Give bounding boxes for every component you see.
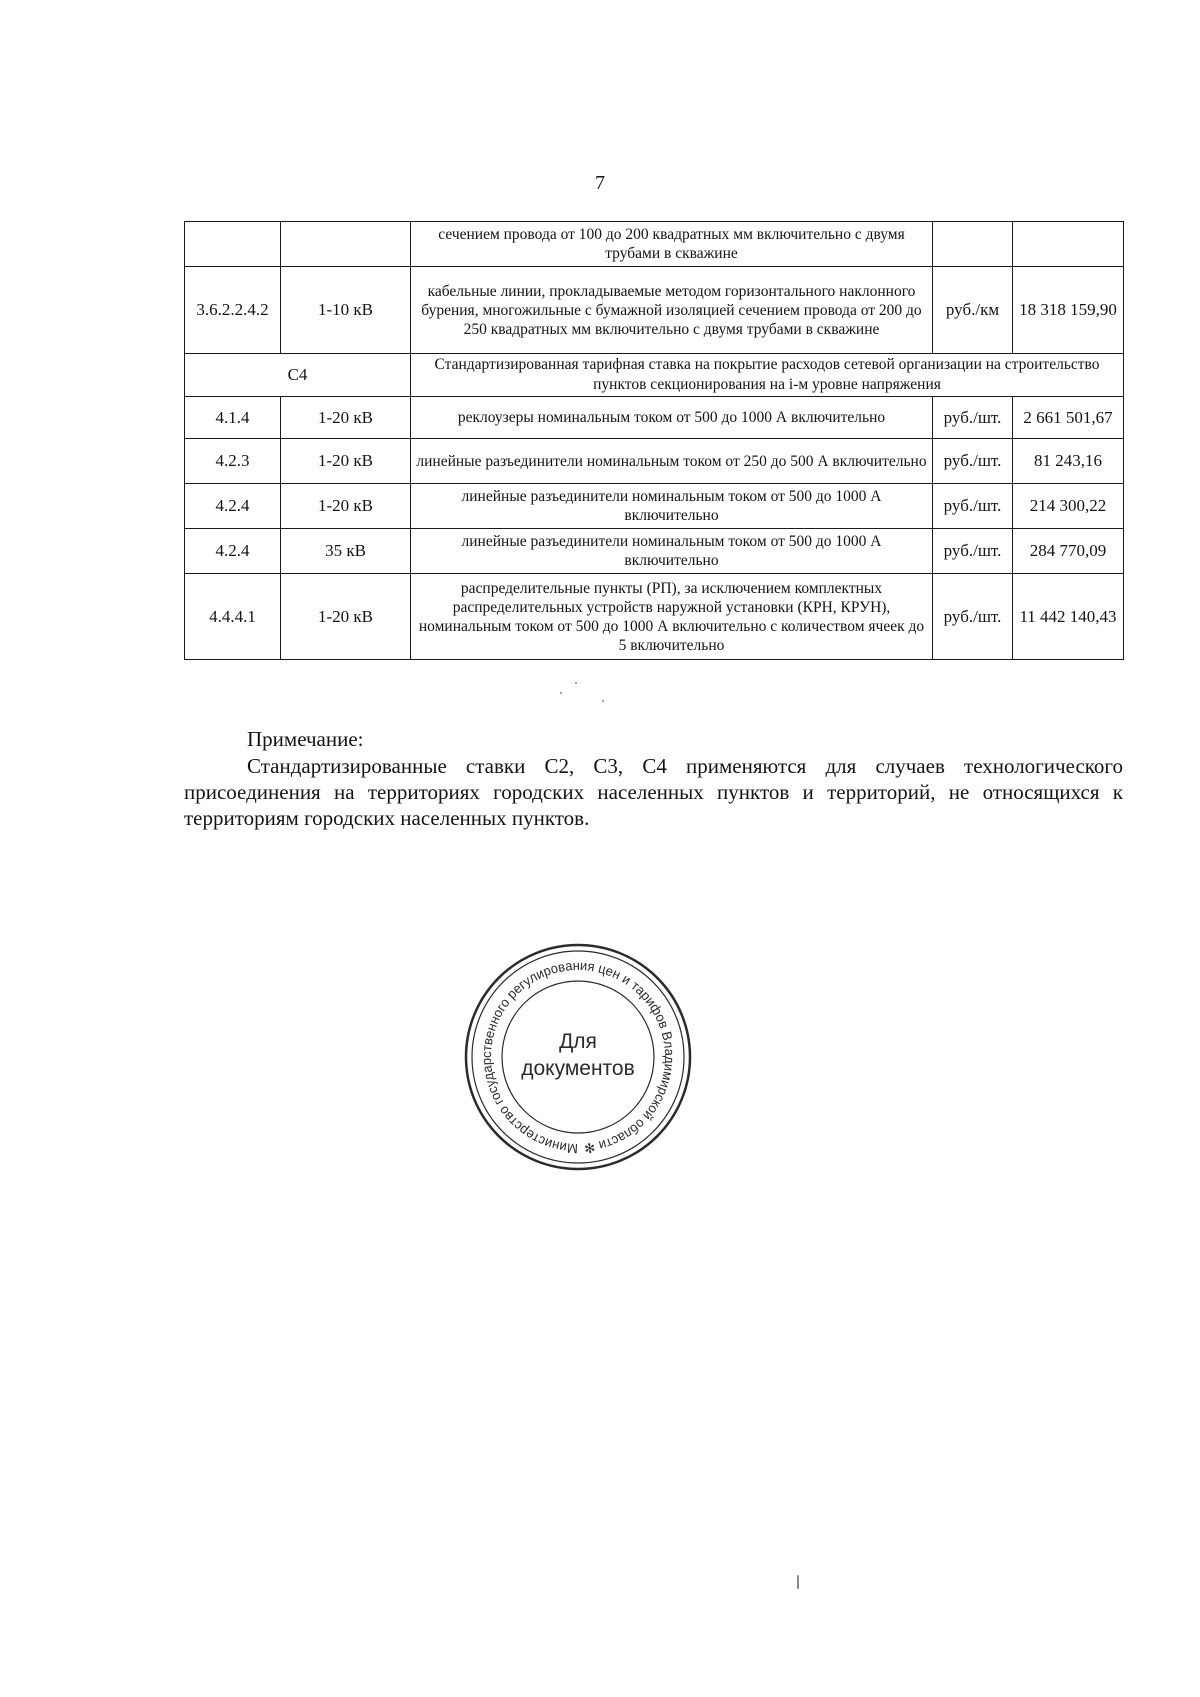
row-voltage: 1-10 кВ [281, 267, 411, 354]
section-header-row [185, 354, 1124, 397]
ministry-stamp [461, 940, 695, 1174]
row-description: реклоузеры номинальным током от 500 до 1000 А включительно [411, 397, 933, 439]
row-description: кабельные линии, прокладываемые методом горизонтального наклонного бурения, многожильные с бумажной изоляцией сечением провода от 200 до 250 квадратных мм включительно с двумя трубами в скважине [411, 267, 933, 354]
row-description: распределительные пункты (РП), за исключением комплектных распределительных устройств наружной установки (КРН, КРУН), номинальным током от 500 до 1000 А включительно с количеством ячеек до 5 включительно [411, 574, 933, 660]
row-code: 4.2.3 [185, 439, 281, 484]
scan-speck [560, 692, 562, 694]
scan-speck [575, 682, 577, 684]
page-number: 7 [595, 172, 605, 194]
table-row [185, 574, 1124, 660]
stamp-ring-text: Министерство государственного регулирования цен и тарифов Владимирской области ✻ [478, 957, 678, 1157]
row-price: 18 318 159,90 [1013, 267, 1124, 354]
row-code: 4.1.4 [185, 397, 281, 439]
row-description: линейные разъединители номинальным током от 500 до 1000 А включительно [411, 484, 933, 529]
row-unit: руб./шт. [933, 484, 1013, 529]
row-code: 4.2.4 [185, 529, 281, 574]
row-price: 11 442 140,43 [1013, 574, 1124, 660]
scan-speck [797, 1575, 799, 1589]
tariff-table [184, 221, 1124, 660]
table-row [185, 484, 1124, 529]
table-row [185, 222, 1124, 267]
row-unit: руб./шт. [933, 529, 1013, 574]
row-description: линейные разъединители номинальным током от 250 до 500 А включительно [411, 439, 933, 484]
row-price: 284 770,09 [1013, 529, 1124, 574]
note-body: Стандартизированные ставки С2, С3, С4 применяются для случаев технологического присоединения на территориях городских населенных пунктов и территорий, не относящихся к территориям городских населенных пунктов. [184, 754, 1123, 830]
row-code: 4.4.4.1 [185, 574, 281, 660]
table-row [185, 267, 1124, 354]
row-price [1013, 222, 1124, 267]
row-unit: руб./шт. [933, 574, 1013, 660]
row-voltage: 1-20 кВ [281, 397, 411, 439]
row-price: 214 300,22 [1013, 484, 1124, 529]
row-description: линейные разъединители номинальным током от 500 до 1000 А включительно [411, 529, 933, 574]
row-voltage: 1-20 кВ [281, 439, 411, 484]
row-unit: руб./км [933, 267, 1013, 354]
row-code [185, 222, 281, 267]
stamp-center-line-2: документов [521, 1057, 635, 1080]
stamp-center-line-1: Для [559, 1030, 597, 1053]
table-row [185, 439, 1124, 484]
row-unit: руб./шт. [933, 397, 1013, 439]
row-voltage: 35 кВ [281, 529, 411, 574]
table-row [185, 397, 1124, 439]
row-description: сечением провода от 100 до 200 квадратных мм включительно с двумя трубами в скважине [411, 222, 933, 267]
row-unit [933, 222, 1013, 267]
row-voltage [281, 222, 411, 267]
row-code: 4.2.4 [185, 484, 281, 529]
row-unit: руб./шт. [933, 439, 1013, 484]
row-code: 3.6.2.2.4.2 [185, 267, 281, 354]
row-price: 81 243,16 [1013, 439, 1124, 484]
section-title: Стандартизированная тарифная ставка на покрытие расходов сетевой организации на строительство пунктов секционирования на i-м уровне напряжения [411, 354, 1124, 397]
scan-speck [602, 700, 604, 702]
row-voltage: 1-20 кВ [281, 574, 411, 660]
section-code: С4 [185, 354, 411, 397]
note-heading: Примечание: [247, 727, 364, 751]
row-price: 2 661 501,67 [1013, 397, 1124, 439]
table-row [185, 529, 1124, 574]
row-voltage: 1-20 кВ [281, 484, 411, 529]
